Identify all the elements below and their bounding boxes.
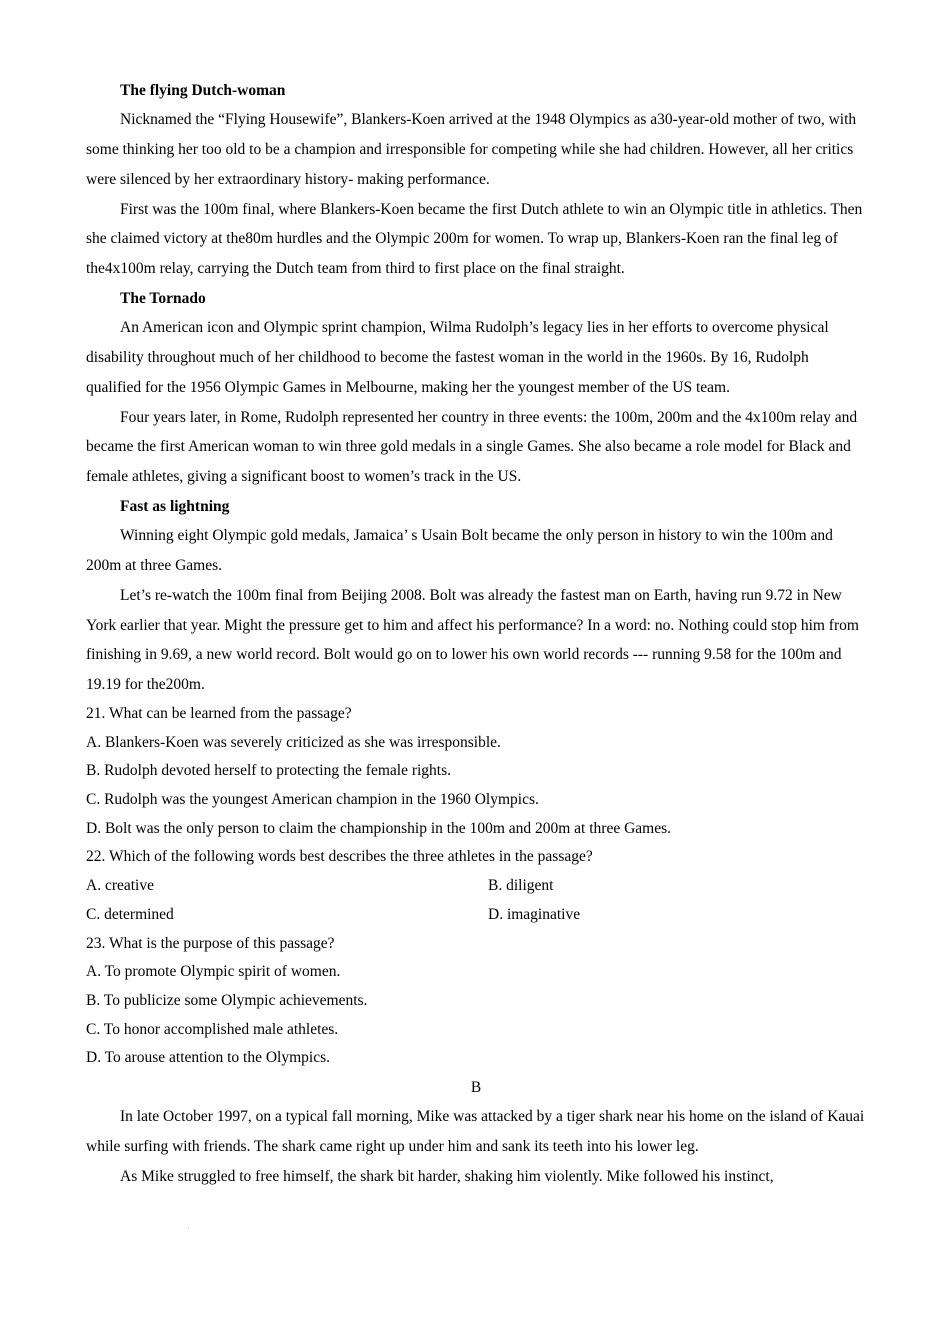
question-23-stem: 23. What is the purpose of this passage?: [86, 934, 335, 952]
paragraph: An American icon and Olympic sprint champion, Wilma Rudolph’s legacy lies in her efforts to overcome physical disability throughout much of her childhood to become the fastest woman in the world in the 1960s. By 16, Rudolph qualified for the 1956 Olympic Games in Melbourne, making her the youngest member of the US team.: [86, 319, 829, 396]
page-content: [86, 76, 866, 1192]
question-22-option-b: B. diligent: [488, 877, 554, 895]
question-22-option-c: C. determined: [86, 905, 174, 923]
question-23-option-c: C. To honor accomplished male athletes.: [86, 1020, 339, 1038]
question-21-option-b: B. Rudolph devoted herself to protecting the female rights.: [86, 762, 452, 780]
question-23-option-a: A. To promote Olympic spirit of women.: [86, 963, 341, 981]
paragraph: First was the 100m final, where Blankers-Koen became the first Dutch athlete to win an Olympic title in athletics. Then she claimed victory at the80m hurdles and the Olympic 200m for women. To wrap up, Blankers-Koen ran the final leg of the4x100m relay, carrying the Dutch team from third to first place on the final straight.: [86, 200, 863, 278]
section-heading-tornado: The Tornado: [120, 289, 206, 307]
paragraph: Four years later, in Rome, Rudolph represented her country in three events: the 100m, 200m and the 4x100m relay and became the first American woman to win three gold medals in a single Games. She also became a role model for Black and female athletes, giving a significant boost to women’s track in the US.: [86, 408, 858, 486]
scan-speck: ·: [187, 1224, 190, 1233]
question-22-stem: 22. Which of the following words best describes the three athletes in the passage?: [86, 848, 593, 866]
paragraph: In late October 1997, on a typical fall morning, Mike was attacked by a tiger shark near his home on the island of Kauai while surfing with friends. The shark came right up under him and sank its teeth into his lower leg.: [86, 1108, 865, 1156]
question-22-options-row: [86, 872, 866, 901]
question-22-option-a: A. creative: [86, 877, 154, 895]
question-23-option-b: B. To publicize some Olympic achievements.: [86, 991, 368, 1009]
question-21-option-a: A. Blankers-Koen was severely criticized as she was irresponsible.: [86, 733, 501, 751]
paragraph: As Mike struggled to free himself, the shark bit harder, shaking him violently. Mike followed his instinct,: [120, 1167, 774, 1185]
question-21-option-d: D. Bolt was the only person to claim the championship in the 100m and 200m at three Games.: [86, 819, 672, 837]
question-21-option-c: C. Rudolph was the youngest American champion in the 1960 Olympics.: [86, 791, 539, 809]
question-22-options-row: [86, 901, 866, 930]
question-22-option-d: D. imaginative: [488, 905, 581, 923]
paragraph: Nicknamed the “Flying Housewife”, Blankers-Koen arrived at the 1948 Olympics as a30-year-old mother of two, with some thinking her too old to be a champion and irresponsible for competing while she had children. However, all her critics were silenced by her extraordinary history- making performance.: [86, 111, 857, 188]
section-heading-fast-as-lightning: Fast as lightning: [120, 497, 230, 515]
question-23-option-d: D. To arouse attention to the Olympics.: [86, 1049, 331, 1067]
paragraph: Winning eight Olympic gold medals, Jamaica’ s Usain Bolt became the only person in history to win the 100m and 200m at three Games.: [86, 527, 833, 574]
question-21-stem: 21. What can be learned from the passage?: [86, 704, 352, 722]
section-heading-flying-dutch-woman: The flying Dutch-woman: [120, 82, 286, 99]
paragraph: Let’s re-watch the 100m final from Beijing 2008. Bolt was already the fastest man on Earth, having run 9.72 in New York earlier that year. Might the pressure get to him and affect his performance? In a word: no. Nothing could stop him from finishing in 9.69, a new world record. Bolt would go on to lower his own world records --- running 9.58 for the 100m and 19.19 for the200m.: [86, 586, 859, 694]
part-b-label: B: [470, 1079, 482, 1097]
